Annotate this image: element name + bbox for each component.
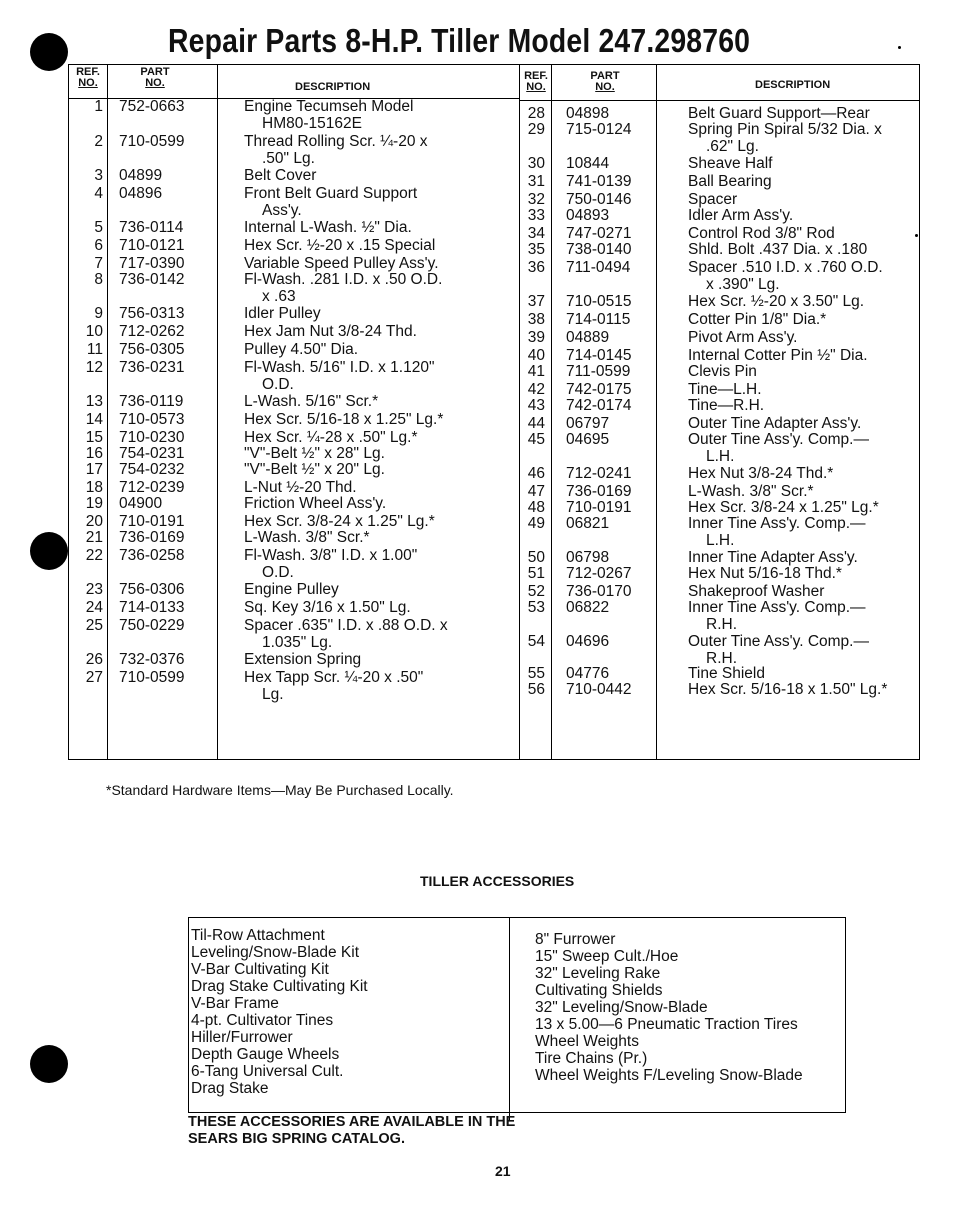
binder-hole-bottom (30, 1045, 68, 1083)
part-description: Sq. Key 3/16 x 1.50" Lg. (244, 599, 411, 616)
part-description-continued: x .63 (262, 288, 296, 305)
part-number: 712-0239 (119, 479, 185, 496)
part-description-continued: Lg. (262, 686, 284, 703)
ref-number: 21 (85, 529, 103, 546)
part-number: 710-0230 (119, 429, 185, 446)
part-description: Engine Tecumseh Model (244, 98, 414, 115)
part-description: Hex Scr. 3/8-24 x 1.25" Lg.* (244, 513, 435, 530)
ref-no-header-left (71, 67, 105, 89)
ref-number: 42 (527, 381, 545, 398)
accessory-item: Wheel Weights (535, 1033, 639, 1050)
part-description-continued: Ass'y. (262, 202, 302, 219)
ref-number: 35 (527, 241, 545, 258)
part-description: Thread Rolling Scr. ¼-20 x (244, 133, 428, 150)
part-number: 710-0442 (566, 681, 632, 698)
part-description: Spacer (688, 191, 738, 208)
accessory-item: 8" Furrower (535, 931, 616, 948)
part-description: Idler Arm Ass'y. (688, 207, 794, 224)
accessories-heading: TILLER ACCESSORIES (420, 873, 575, 889)
part-number: 06798 (566, 549, 610, 566)
part-number: 06822 (566, 599, 610, 616)
part-description: Inner Tine Ass'y. Comp.— (688, 515, 866, 532)
column-rule (551, 65, 552, 759)
ref-number: 6 (94, 237, 103, 254)
accessory-item: Leveling/Snow-Blade Kit (191, 944, 360, 961)
part-description: Spacer .510 I.D. x .760 O.D. (688, 259, 883, 276)
part-number: 742-0175 (566, 381, 632, 398)
part-number: 736-0231 (119, 359, 185, 376)
ref-number: 11 (86, 341, 103, 358)
accessory-item: 32" Leveling/Snow-Blade (535, 999, 708, 1016)
ref-number: 46 (527, 465, 545, 482)
accessory-item: Til-Row Attachment (191, 927, 325, 944)
ref-number: 36 (527, 259, 545, 276)
ref-number: 13 (85, 393, 103, 410)
part-description: Pivot Arm Ass'y. (688, 329, 798, 346)
accessories-box (188, 917, 846, 1113)
accessory-item: 13 x 5.00—6 Pneumatic Traction Tires (535, 1016, 798, 1033)
no-header-label: NO. (595, 81, 615, 93)
part-number: 714-0145 (566, 347, 632, 364)
part-number: 04889 (566, 329, 610, 346)
part-description: Shakeproof Washer (688, 583, 825, 600)
part-description: Hex Tapp Scr. ¼-20 x .50" (244, 669, 424, 686)
accessory-item: Drag Stake (191, 1080, 269, 1097)
part-number: 756-0313 (119, 305, 185, 322)
column-rule (107, 65, 108, 759)
part-description-continued: x .390" Lg. (706, 276, 780, 293)
part-description: Hex Scr. 5/16-18 x 1.25" Lg.* (244, 411, 444, 428)
column-rule (519, 65, 520, 759)
part-description: Hex Jam Nut 3/8-24 Thd. (244, 323, 417, 340)
part-number: 741-0139 (566, 173, 632, 190)
part-number: 736-0142 (119, 271, 185, 288)
accessory-item: Tire Chains (Pr.) (535, 1050, 648, 1067)
accessory-item: Drag Stake Cultivating Kit (191, 978, 368, 995)
accessories-list-left (191, 927, 368, 1097)
part-description: Variable Speed Pulley Ass'y. (244, 255, 439, 272)
part-description: Idler Pulley (244, 305, 321, 322)
part-description: Front Belt Guard Support (244, 185, 418, 202)
part-description: Pulley 4.50" Dia. (244, 341, 359, 358)
part-number: 710-0191 (566, 499, 632, 516)
ref-number: 18 (85, 479, 103, 496)
part-number: 732-0376 (119, 651, 185, 668)
part-description-continued: L.H. (706, 448, 735, 465)
part-description: Cotter Pin 1/8" Dia.* (688, 311, 827, 328)
ref-number: 17 (85, 461, 103, 478)
ref-number: 26 (85, 651, 103, 668)
part-number: 10844 (566, 155, 610, 172)
ref-number: 44 (527, 415, 545, 432)
ref-number: 19 (85, 495, 103, 512)
part-number: 710-0515 (566, 293, 632, 310)
part-number: 711-0599 (566, 363, 631, 380)
part-description-continued: O.D. (262, 564, 294, 581)
part-number: 712-0267 (566, 565, 632, 582)
part-number: 717-0390 (119, 255, 185, 272)
ref-number: 45 (527, 431, 545, 448)
ref-number: 30 (527, 155, 545, 172)
part-number: 736-0119 (119, 393, 184, 410)
part-description: Hex Scr. 3/8-24 x 1.25" Lg.* (688, 499, 879, 516)
ref-number: 51 (527, 565, 545, 582)
ref-number: 5 (94, 219, 103, 236)
accessory-item: Wheel Weights F/Leveling Snow-Blade (535, 1067, 803, 1084)
part-number: 712-0262 (119, 323, 185, 340)
parts-table (68, 64, 920, 760)
ref-number: 37 (527, 293, 545, 310)
part-no-header-left (125, 67, 185, 89)
description-header-left: DESCRIPTION (295, 81, 371, 93)
part-number: 756-0306 (119, 581, 185, 598)
part-description: Tine Shield (688, 665, 765, 682)
part-number: 04899 (119, 167, 163, 184)
speck (915, 234, 918, 237)
part-number: 738-0140 (566, 241, 632, 258)
part-number: 04898 (566, 105, 610, 122)
header-rule-right (519, 100, 919, 101)
part-number: 747-0271 (566, 225, 632, 242)
part-description-continued: R.H. (706, 650, 737, 667)
part-description-continued: .62" Lg. (706, 138, 759, 155)
ref-number: 48 (527, 499, 545, 516)
column-rule (656, 65, 657, 759)
part-description: Fl-Wash. .281 I.D. x .50 O.D. (244, 271, 443, 288)
part-number: 750-0229 (119, 617, 185, 634)
part-number: 742-0174 (566, 397, 632, 414)
ref-number: 39 (527, 329, 545, 346)
ref-number: 12 (85, 359, 103, 376)
ref-number: 29 (527, 121, 545, 138)
part-header-label: PART (140, 66, 170, 78)
part-number: 736-0114 (119, 219, 184, 236)
ref-number: 32 (527, 191, 545, 208)
part-description: Spacer .635" I.D. x .88 O.D. x (244, 617, 448, 634)
part-description-continued: .50" Lg. (262, 150, 315, 167)
ref-header-label: REF. (76, 66, 100, 78)
part-number: 712-0241 (566, 465, 632, 482)
part-description: Shld. Bolt .437 Dia. x .180 (688, 241, 868, 258)
ref-number: 43 (527, 397, 545, 414)
ref-number: 9 (94, 305, 103, 322)
page-number: 21 (495, 1163, 511, 1179)
ref-number: 55 (527, 665, 545, 682)
part-number: 710-0599 (119, 133, 185, 150)
part-description: Friction Wheel Ass'y. (244, 495, 387, 512)
part-description-continued: R.H. (706, 616, 737, 633)
part-description: "V"-Belt ½" x 20" Lg. (244, 461, 385, 478)
part-description: L-Nut ½-20 Thd. (244, 479, 357, 496)
ref-number: 16 (85, 445, 103, 462)
part-description: Hex Nut 3/8-24 Thd.* (688, 465, 834, 482)
part-description-continued: L.H. (706, 532, 735, 549)
part-description: Engine Pulley (244, 581, 339, 598)
accessory-item: 4-pt. Cultivator Tines (191, 1012, 334, 1029)
accessories-divider (509, 918, 510, 1120)
part-no-header-right (575, 71, 635, 93)
accessories-note (188, 1114, 515, 1148)
part-description: Hex Scr. ½-20 x .15 Special (244, 237, 436, 254)
part-number: 711-0494 (566, 259, 631, 276)
part-number: 06821 (566, 515, 610, 532)
binder-hole-top (30, 33, 68, 71)
ref-number: 3 (94, 167, 103, 184)
part-header-label: PART (590, 70, 620, 82)
part-number: 04776 (566, 665, 610, 682)
speck (898, 46, 901, 49)
accessory-item: Cultivating Shields (535, 982, 663, 999)
accessory-item: 32" Leveling Rake (535, 965, 661, 982)
ref-number: 41 (527, 363, 545, 380)
part-description: Internal Cotter Pin ½" Dia. (688, 347, 868, 364)
ref-number: 47 (527, 483, 545, 500)
part-description: Internal L-Wash. ½" Dia. (244, 219, 412, 236)
part-description-continued: O.D. (262, 376, 294, 393)
part-description: Inner Tine Ass'y. Comp.— (688, 599, 866, 616)
ref-number: 52 (527, 583, 545, 600)
part-number: 710-0573 (119, 411, 185, 428)
part-number: 710-0121 (119, 237, 185, 254)
footnote: *Standard Hardware Items—May Be Purchased Locally. (106, 782, 454, 798)
part-description-continued: HM80-15162E (262, 115, 362, 132)
part-description: L-Wash. 3/8" Scr.* (688, 483, 814, 500)
no-header-label: NO. (526, 81, 546, 93)
part-number: 710-0599 (119, 669, 185, 686)
part-number: 04696 (566, 633, 610, 650)
part-description: Tine—L.H. (688, 381, 762, 398)
part-number: 754-0231 (119, 445, 185, 462)
part-number: 736-0170 (566, 583, 632, 600)
part-description: Outer Tine Ass'y. Comp.— (688, 431, 869, 448)
accessory-item: Hiller/Furrower (191, 1029, 293, 1046)
ref-number: 10 (85, 323, 103, 340)
part-description-continued: 1.035" Lg. (262, 634, 333, 651)
description-header-right: DESCRIPTION (755, 79, 831, 91)
part-description: Clevis Pin (688, 363, 757, 380)
part-description: L-Wash. 3/8" Scr.* (244, 529, 370, 546)
part-number: 710-0191 (119, 513, 185, 530)
part-number: 752-0663 (119, 98, 185, 115)
no-header-label: NO. (145, 77, 165, 89)
ref-number: 20 (85, 513, 103, 530)
part-description: Fl-Wash. 3/8" I.D. x 1.00" (244, 547, 418, 564)
part-number: 714-0115 (566, 311, 631, 328)
ref-number: 7 (94, 255, 103, 272)
ref-number: 33 (527, 207, 545, 224)
part-description: Inner Tine Adapter Ass'y. (688, 549, 858, 566)
accessory-item: 6-Tang Universal Cult. (191, 1063, 344, 1080)
part-description: Spring Pin Spiral 5/32 Dia. x (688, 121, 882, 138)
accessories-list-right (535, 931, 803, 1084)
ref-number: 49 (527, 515, 545, 532)
part-number: 754-0232 (119, 461, 185, 478)
part-number: 715-0124 (566, 121, 632, 138)
part-number: 04893 (566, 207, 610, 224)
part-description: Fl-Wash. 5/16" I.D. x 1.120" (244, 359, 435, 376)
part-description: Belt Cover (244, 167, 317, 184)
ref-number: 40 (527, 347, 545, 364)
page-title: Repair Parts 8-H.P. Tiller Model 247.298760 (168, 22, 751, 59)
part-number: 04695 (566, 431, 610, 448)
part-number: 736-0258 (119, 547, 185, 564)
part-description: Sheave Half (688, 155, 773, 172)
part-description: Tine—R.H. (688, 397, 765, 414)
accessory-item: 15" Sweep Cult./Hoe (535, 948, 679, 965)
part-number: 736-0169 (119, 529, 185, 546)
ref-number: 15 (85, 429, 103, 446)
part-description: Ball Bearing (688, 173, 772, 190)
part-description: Control Rod 3/8" Rod (688, 225, 835, 242)
ref-number: 2 (94, 133, 103, 150)
ref-number: 14 (85, 411, 103, 428)
part-number: 756-0305 (119, 341, 185, 358)
ref-number: 24 (85, 599, 103, 616)
accessories-note-line: SEARS BIG SPRING CATALOG. (188, 1131, 405, 1147)
part-description: "V"-Belt ½" x 28" Lg. (244, 445, 385, 462)
accessory-item: V-Bar Frame (191, 995, 279, 1012)
ref-number: 25 (85, 617, 103, 634)
ref-number: 28 (527, 105, 545, 122)
binder-hole-middle (30, 532, 68, 570)
part-number: 04896 (119, 185, 163, 202)
ref-number: 27 (85, 669, 103, 686)
part-number: 06797 (566, 415, 610, 432)
part-description: Hex Scr. ¼-28 x .50" Lg.* (244, 429, 418, 446)
part-number: 736-0169 (566, 483, 632, 500)
ref-number: 23 (85, 581, 103, 598)
part-description: Hex Scr. 5/16-18 x 1.50" Lg.* (688, 681, 888, 698)
accessories-note-line: THESE ACCESSORIES ARE AVAILABLE IN THE (188, 1114, 516, 1130)
ref-number: 4 (94, 185, 103, 202)
ref-header-label: REF. (524, 70, 548, 82)
part-number: 04900 (119, 495, 163, 512)
part-description: Extension Spring (244, 651, 362, 668)
part-number: 750-0146 (566, 191, 632, 208)
ref-number: 53 (527, 599, 545, 616)
part-description: Outer Tine Ass'y. Comp.— (688, 633, 869, 650)
ref-no-header-right (521, 71, 551, 93)
ref-number: 8 (94, 271, 103, 288)
part-number: 714-0133 (119, 599, 185, 616)
ref-number: 22 (85, 547, 103, 564)
accessory-item: Depth Gauge Wheels (191, 1046, 340, 1063)
no-header-label: NO. (78, 77, 98, 89)
column-rule (217, 65, 218, 759)
accessory-item: V-Bar Cultivating Kit (191, 961, 329, 978)
part-description: Belt Guard Support—Rear (688, 105, 870, 122)
ref-number: 31 (527, 173, 545, 190)
part-description: Hex Nut 5/16-18 Thd.* (688, 565, 842, 582)
part-description: Outer Tine Adapter Ass'y. (688, 415, 862, 432)
ref-number: 38 (527, 311, 545, 328)
ref-number: 56 (527, 681, 545, 698)
ref-number: 34 (527, 225, 545, 242)
part-description: L-Wash. 5/16" Scr.* (244, 393, 379, 410)
ref-number: 54 (527, 633, 545, 650)
ref-number: 1 (94, 98, 103, 115)
ref-number: 50 (527, 549, 545, 566)
part-description: Hex Scr. ½-20 x 3.50" Lg. (688, 293, 865, 310)
